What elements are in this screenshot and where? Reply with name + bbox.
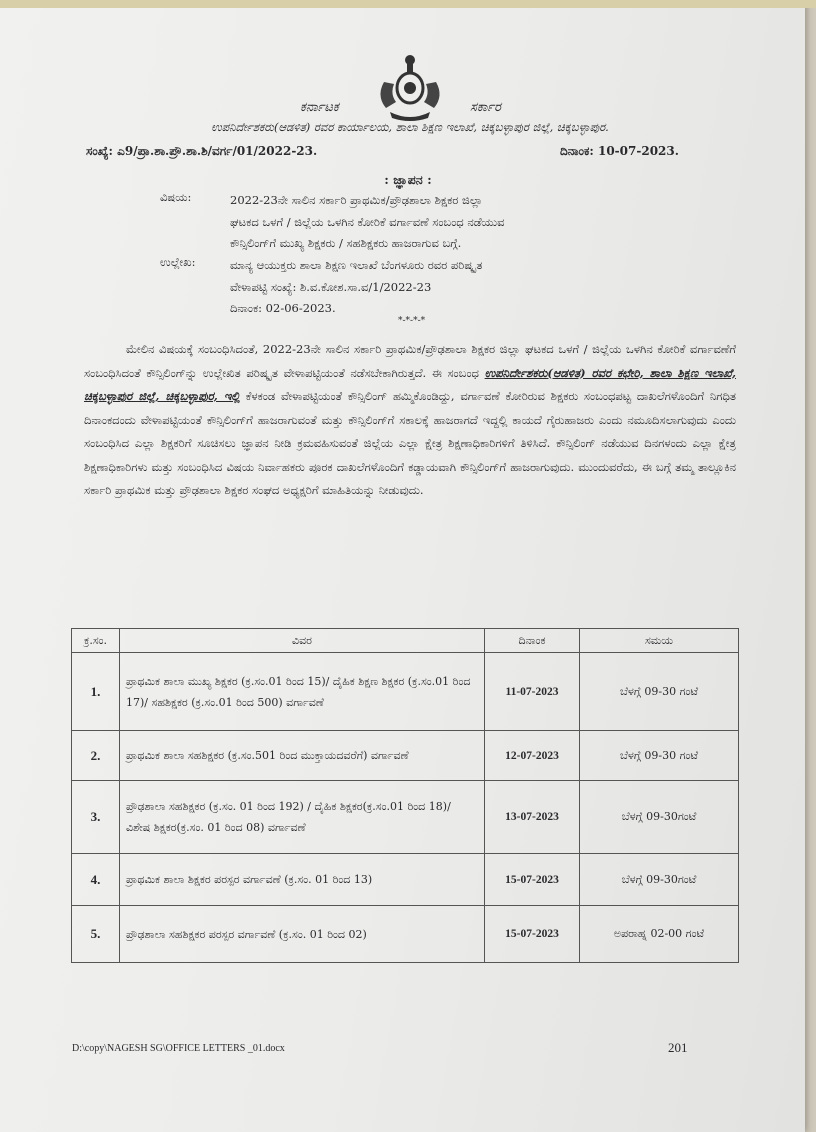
row-time: ಅಪರಾಹ್ನ 02-00 ಗಂಟೆ	[580, 906, 739, 963]
subject-line: 2022-23ನೇ ಸಾಲಿನ ಸರ್ಕಾರಿ ಪ್ರಾಥಮಿಕ/ಪ್ರೌಢಶಾಲಾ ಶಿಕ್ಷಕರ ಜಿಲ್ಲಾ	[230, 193, 483, 207]
header-time: ಸಮಯ	[580, 629, 739, 653]
reference-label: ಉಲ್ಲೇಖ:	[160, 255, 196, 269]
reference-text	[230, 255, 700, 320]
header-left-title: ಕರ್ನಾಟಕ	[300, 100, 339, 115]
schedule-table	[71, 628, 739, 963]
table-row	[72, 781, 739, 854]
reference-number: ಸಂಖ್ಯೆ: ಎ9/ಪ್ರಾ.ಶಾ.ಪ್ರೌ.ಶಾ.ಶಿ/ವರ್ಗ/01/2022-23.	[86, 144, 318, 158]
row-date: 15-07-2023	[485, 906, 580, 963]
subject-line: ಕೌನ್ಸಿಲಿಂಗ್‌ಗೆ ಮುಖ್ಯ ಶಿಕ್ಷಕರು / ಸಹಶಿಕ್ಷಕರು ಹಾಜರಾಗುವ ಬಗ್ಗೆ.	[230, 236, 462, 250]
row-date: 12-07-2023	[485, 731, 580, 781]
table-row	[72, 653, 739, 731]
office-name: ಉಪನಿರ್ದೇಶಕರು(ಆಡಳಿತ) ರವರ ಕಾರ್ಯಾಲಯ, ಶಾಲಾ ಶಿಕ್ಷಣ ಇಲಾಖೆ, ಚಿಕ್ಕಬಳ್ಳಾಪುರ ಜಿಲ್ಲೆ, ಚಿಕ್ಕಬಳ್ಳಾಪುರ.	[211, 120, 609, 134]
reference-line: ಮಾನ್ಯ ಆಯುಕ್ತರು ಶಾಲಾ ಶಿಕ್ಷಣ ಇಲಾಖೆ ಬೆಂಗಳೂರು ರವರ ಪರಿಷ್ಕೃತ	[230, 258, 483, 272]
reference-line: ದಿನಾಂಕ: 02-06-2023.	[230, 301, 336, 315]
row-details: ಪ್ರಾಥಮಿಕ ಶಾಲಾ ಶಿಕ್ಷಕರ ಪರಸ್ಪರ ವರ್ಗಾವಣೆ (ಕ್ರ.ಸಂ. 01 ರಿಂದ 13)	[120, 854, 485, 906]
row-details: ಪ್ರೌಢಶಾಲಾ ಸಹಶಿಕ್ಷಕರ ಪರಸ್ಪರ ವರ್ಗಾವಣೆ (ಕ್ರ.ಸಂ. 01 ರಿಂದ 02)	[120, 906, 485, 963]
row-serial: 2.	[72, 731, 120, 781]
body-text: ಕೆಳಕಂಡ ವೇಳಾಪಟ್ಟಿಯಂತೆ ಕೌನ್ಸಿಲಿಂಗ್ ಹಮ್ಮಿಕೊಂಡಿದ್ದು, ವರ್ಗಾವಣೆ ಕೋರಿರುವ ಶಿಕ್ಷಕರು ಸಂಬಂಧಪಟ್ಟ ದಾಖಲೆಗಳೊಂದಿಗೆ ನಿಗಧಿತ ದಿನಾಂಕದಂದು ವೇಳಾಪಟ್ಟಿಯಂತೆ ಕೌನ್ಸಿಲಿಂಗ್‌ಗೆ ಹಾಜರಾಗುವಂತೆ ಮತ್ತು ಕೌನ್ಸಿಲಿಂಗ್‌ಗೆ ಸಕಾಲಕ್ಕೆ ಹಾಜರಾಗದೆ ಇದ್ದಲ್ಲಿ ಕಾಯದೆ ಗೈರುಹಾಜರು ಎಂದು ನಮೂದಿಸಲಾಗುವುದು ಎಂದು ಸಂಬಂಧಿಸಿದ ಎಲ್ಲಾ ಶಿಕ್ಷಕರಿಗೆ ಸೂಚಿಸಲು ಜ್ಞಾಪನ ನೀಡಿ ಕ್ರಮವಹಿಸುವಂತೆ ಜಿಲ್ಲೆಯ ಎಲ್ಲಾ ಕ್ಷೇತ್ರ ಶಿಕ್ಷಣಾಧಿಕಾರಿಗಳಿಗೆ ತಿಳಿಸಿದೆ. ಕೌನ್ಸಿಲಿಂಗ್ ನಡೆಯುವ ದಿನಗಳಂದು ಎಲ್ಲಾ ಕ್ಷೇತ್ರ ಶಿಕ್ಷಣಾಧಿಕಾರಿಗಳು ಮತ್ತು ಸಂಬಂಧಿಸಿದ ವಿಷಯ ನಿರ್ವಾಹಕರು ಪೂರಕ ದಾಖಲೆಗಳೊಂದಿಗೆ ಕಡ್ಡಾಯವಾಗಿ ಕೌನ್ಸಿಲಿಂಗ್‌ಗೆ ಹಾಜರಾಗುವುದು. ಮುಂದುವರೆದು, ಈ ಬಗ್ಗೆ ತಮ್ಮ ತಾಲ್ಲೂಕಿನ ಸರ್ಕಾರಿ ಪ್ರಾಥಮಿಕ ಮತ್ತು ಪ್ರೌಢಶಾಲಾ ಶಿಕ್ಷಕರ ಸಂಘದ ಅಧ್ಯಕ್ಷರಿಗೆ ಮಾಹಿತಿಯನ್ನು ನೀಡುವುದು.	[84, 389, 736, 497]
row-details: ಪ್ರೌಢಶಾಲಾ ಸಹಶಿಕ್ಷಕರ (ಕ್ರ.ಸಂ. 01 ರಿಂದ 192) / ದೈಹಿಕ ಶಿಕ್ಷಕರ(ಕ್ರ.ಸಂ.01 ರಿಂದ 18)/ ವಿಶೇಷ ಶಿಕ್ಷಕರ(ಕ್ರ.ಸಂ. 01 ರಿಂದ 08) ವರ್ಗಾವಣೆ	[120, 781, 485, 854]
row-details: ಪ್ರಾಥಮಿಕ ಶಾಲಾ ಸಹಶಿಕ್ಷಕರ (ಕ್ರ.ಸಂ.501 ರಿಂದ ಮುಕ್ತಾಯದವರೆಗೆ) ವರ್ಗಾವಣೆ	[120, 731, 485, 781]
row-serial: 5.	[72, 906, 120, 963]
row-date: 11-07-2023	[485, 653, 580, 731]
row-time: ಬೆಳಗ್ಗೆ 09-30 ಗಂಟೆ	[580, 653, 739, 731]
subject-line: ಘಟಕದ ಒಳಗೆ / ಜಿಲ್ಲೆಯ ಒಳಗಿನ ಕೋರಿಕೆ ವರ್ಗಾವಣೆ ಸಂಬಂಧ ನಡೆಯುವ	[230, 214, 505, 229]
karnataka-emblem-icon	[372, 52, 448, 122]
paper-edge	[0, 0, 816, 8]
body-text: ಮೇಲಿನ ವಿಷಯಕ್ಕೆ ಸಂಬಂಧಿಸಿದಂತೆ, 2022-23ನೇ ಸಾಲಿನ ಸರ್ಕಾರಿ ಪ್ರಾಥಮಿಕ/ಪ್ರೌಢಶಾಲಾ ಶಿಕ್ಷಕರ ಜಿಲ್ಲಾ ಘಟಕದ ಒಳಗೆ / ಜಿಲ್ಲೆಯ ಒಳಗಿನ ಕೋರಿಕೆ ವರ್ಗಾವಣೆಗೆ ಸಂಬಂಧಿಸಿದಂತೆ ಕೌನ್ಸಿಲಿಂಗ್‌ನ್ನು ಉಲ್ಲೇಖಿತ ಪರಿಷ್ಕೃತ ವೇಳಾಪಟ್ಟಿಯಂತೆ ನಡೆಸಬೇಕಾಗಿರುತ್ತದೆ. ಈ ಸಂಬಂಧ	[84, 342, 736, 380]
page-number: 201	[668, 1040, 688, 1055]
row-serial: 4.	[72, 854, 120, 906]
row-time: ಬೆಳಗ್ಗೆ 09-30 ಗಂಟೆ	[580, 731, 739, 781]
row-details: ಪ್ರಾಥಮಿಕ ಶಾಲಾ ಮುಖ್ಯ ಶಿಕ್ಷಕರ (ಕ್ರ.ಸಂ.01 ರಿಂದ 15)/ ದೈಹಿಕ ಶಿಕ್ಷಣ ಶಿಕ್ಷಕರ (ಕ್ರ.ಸಂ.01 ರಿಂದ 17)/ ಸಹಶಿಕ್ಷಕರ (ಕ್ರ.ಸಂ.01 ರಿಂದ 500) ವರ್ಗಾವಣೆ	[120, 653, 485, 731]
memo-title: : ಜ್ಞಾಪನ :	[384, 172, 432, 187]
subject-text	[230, 190, 700, 255]
header-date: ದಿನಾಂಕ	[485, 629, 580, 653]
body-emphasis: ಉಪನಿರ್ದೇಶಕರು(ಆಡಳಿತ) ರವರ ಕಛೇರಿ, ಶಾಲಾ ಶಿಕ್ಷಣ ಇಲಾಖೆ, ಚಿಕ್ಕಬಳ್ಳಾಪುರ ಜಿಲ್ಲೆ, ಚಿಕ್ಕಬಳ್ಳಾಪುರ, ಇಲ್ಲಿ	[84, 365, 736, 403]
row-serial: 3.	[72, 781, 120, 854]
body-paragraph	[84, 338, 736, 503]
row-time: ಬೆಳಗ್ಗೆ 09-30ಗಂಟೆ	[580, 781, 739, 854]
letter-date: ದಿನಾಂಕ: 10-07-2023.	[560, 144, 679, 158]
row-date: 15-07-2023	[485, 854, 580, 906]
table-header-row	[72, 629, 739, 653]
row-time: ಬೆಳಗ್ಗೆ 09-30ಗಂಟೆ	[580, 854, 739, 906]
table-row	[72, 854, 739, 906]
separator: *-*-*-*	[398, 316, 426, 326]
header-right-title: ಸರ್ಕಾರ	[470, 100, 501, 115]
reference-line: ವೇಳಾಪಟ್ಟಿ ಸಂಖ್ಯೆ: ಶಿ.ವ.ಕೋಶ.ಸಾ.ವ/1/2022-23	[230, 279, 432, 294]
header-serial: ಕ್ರ.ಸಂ.	[72, 629, 120, 653]
subject-label: ವಿಷಯ:	[160, 190, 192, 204]
row-date: 13-07-2023	[485, 781, 580, 854]
row-serial: 1.	[72, 653, 120, 731]
header-details: ವಿವರ	[120, 629, 485, 653]
table-row	[72, 731, 739, 781]
file-path: D:\copy\NAGESH SG\OFFICE LETTERS _01.docx	[72, 1043, 285, 1054]
table-row	[72, 906, 739, 963]
